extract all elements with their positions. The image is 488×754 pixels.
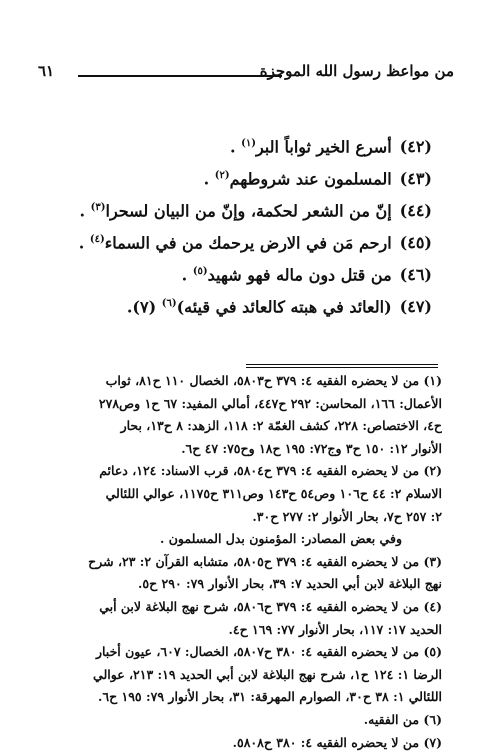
entry-number: (٤٧) — [400, 297, 432, 316]
page-number: ٦١ — [38, 62, 54, 80]
header-rule — [78, 75, 282, 77]
hadith-entry — [72, 256, 432, 288]
footnote-line: وفي بعض المصادر: المؤمنون بدل المسلمون . — [40, 528, 442, 551]
entry-text: أسرع الخير ثواباً البر — [256, 137, 392, 156]
footnote-line: الأعمال: ١٦٦، المحاسن: ٢٩٢ ح٤٤٧، أمالي المفيد: ٦٧ ح١ وص٢٧٨ — [40, 393, 442, 416]
footnote-line: الأنوار ١٢: ١٥٠ ح٣ وج٧٢: ١٩٥ ح١٨ وح٧٥: ٤٧ ح٦. — [40, 438, 442, 461]
footnote-line: ح٤، الاختصاص: ٢٢٨، كشف الغمّة ٢: ١١٨، الزهد: ٨ ح١٣، بحار — [40, 415, 442, 438]
entry-text: ارحم مَن في الارض يرحمك من في السماء — [105, 233, 392, 252]
footnote-line: نهج البلاغة لابن أبي الحديد ٧: ٣٩، بحار الأنوار ٧٩: ٢٩٠ ح٥. — [40, 573, 442, 596]
footnotes — [40, 370, 442, 754]
entry-number: (٤٥) — [400, 233, 432, 252]
entry-tail: (٧). — [127, 297, 156, 316]
entry-tail: . — [230, 137, 236, 156]
footnote-line: ٢: ٢٥٧ ح٧، بحار الأنوار ٢: ٢٧٧ ح٣٠. — [40, 506, 442, 529]
entry-number: (٤٢) — [400, 137, 432, 156]
footnote-ref: (٦) — [162, 298, 177, 309]
entry-number: (٤٣) — [400, 169, 432, 188]
entry-text: (العائد في هبته كالعائد في قيئه) — [177, 297, 392, 316]
hadith-entry — [72, 288, 432, 320]
footnote-ref: (٥) — [193, 266, 208, 277]
entry-tail: . — [182, 265, 188, 284]
entry-text: المسلمون عند شروطهم — [230, 169, 392, 188]
entry-tail: . — [204, 169, 210, 188]
hadith-list — [72, 128, 432, 320]
footnote-line: الرضا ١: ١٢٤ ح١، شرح نهج البلاغة لابن أبي الحديد ١٩: ٢١٣، عوالي — [40, 664, 442, 687]
footnote-ref: (٤) — [90, 234, 105, 245]
footnote-line: (١) من لا يحضره الفقيه ٤: ٣٧٩ ح٥٨٠٣، الخصال ١١٠ ح٨١، ثواب — [40, 370, 442, 393]
footnote-ref: (١) — [241, 138, 256, 149]
footnote-line: (٧) من لا يحضره الفقيه ٤: ٣٨٠ ح٥٨٠٨. — [40, 732, 442, 754]
footnote-line: الحديد ١٧: ١١٧، بحار الأنوار ٧٧: ١٦٩ ح٤. — [40, 619, 442, 642]
footnote-divider — [246, 364, 438, 365]
footnote-line: (٥) من لا يحضره الفقيه ٤: ٣٨٠ ح٥٨٠٧، الخصال: ٦٠٧، عيون أخبار — [40, 641, 442, 664]
entry-tail: . — [79, 233, 85, 252]
footnote-line: (٦) من الفقيه. — [40, 709, 442, 732]
running-header — [38, 62, 454, 88]
footnote-line: (٤) من لا يحضره الفقيه ٤: ٣٧٩ ح٥٨٠٦، شرح نهج البلاغة لابن أبي — [40, 596, 442, 619]
entry-number: (٤٦) — [400, 265, 432, 284]
hadith-entry — [72, 224, 432, 256]
footnote-ref: (٣) — [91, 202, 106, 213]
entry-number: (٤٤) — [400, 201, 432, 220]
footnote-line: الاسلام ٢: ٤٤ ح١٠٦ وص٥٤ ح١٤٣ وص٣١١ ح١١٧٥، عوالي اللئالي — [40, 483, 442, 506]
hadith-entry — [72, 192, 432, 224]
entry-tail: . — [80, 201, 86, 220]
entry-text: إنّ من الشعر لحكمة، وإنّ من البيان لسحرا — [106, 201, 392, 220]
hadith-entry — [72, 160, 432, 192]
footnote-ref: (٢) — [215, 170, 230, 181]
footnote-line: (٢) من لا يحضره الفقيه ٤: ٣٧٩ ح٥٨٠٤، قرب الاسناد: ١٢٤، دعائم — [40, 460, 442, 483]
hadith-entry — [72, 128, 432, 160]
footnote-line: اللئالي ١: ٣٨ ح٣٠، الصوارم المهرقة: ٣١، بحار الأنوار ٧٩: ١٩٥ ح٦. — [40, 686, 442, 709]
header-title: من مواعظ رسول الله الموجزة — [260, 62, 454, 80]
footnote-divider — [246, 367, 438, 368]
footnote-line: (٣) من لا يحضره الفقيه ٤: ٣٧٩ ح٥٨٠٥، متشابه القرآن ٢: ٢٣، شرح — [40, 551, 442, 574]
entry-text: من قتل دون ماله فهو شهيد — [208, 265, 392, 284]
